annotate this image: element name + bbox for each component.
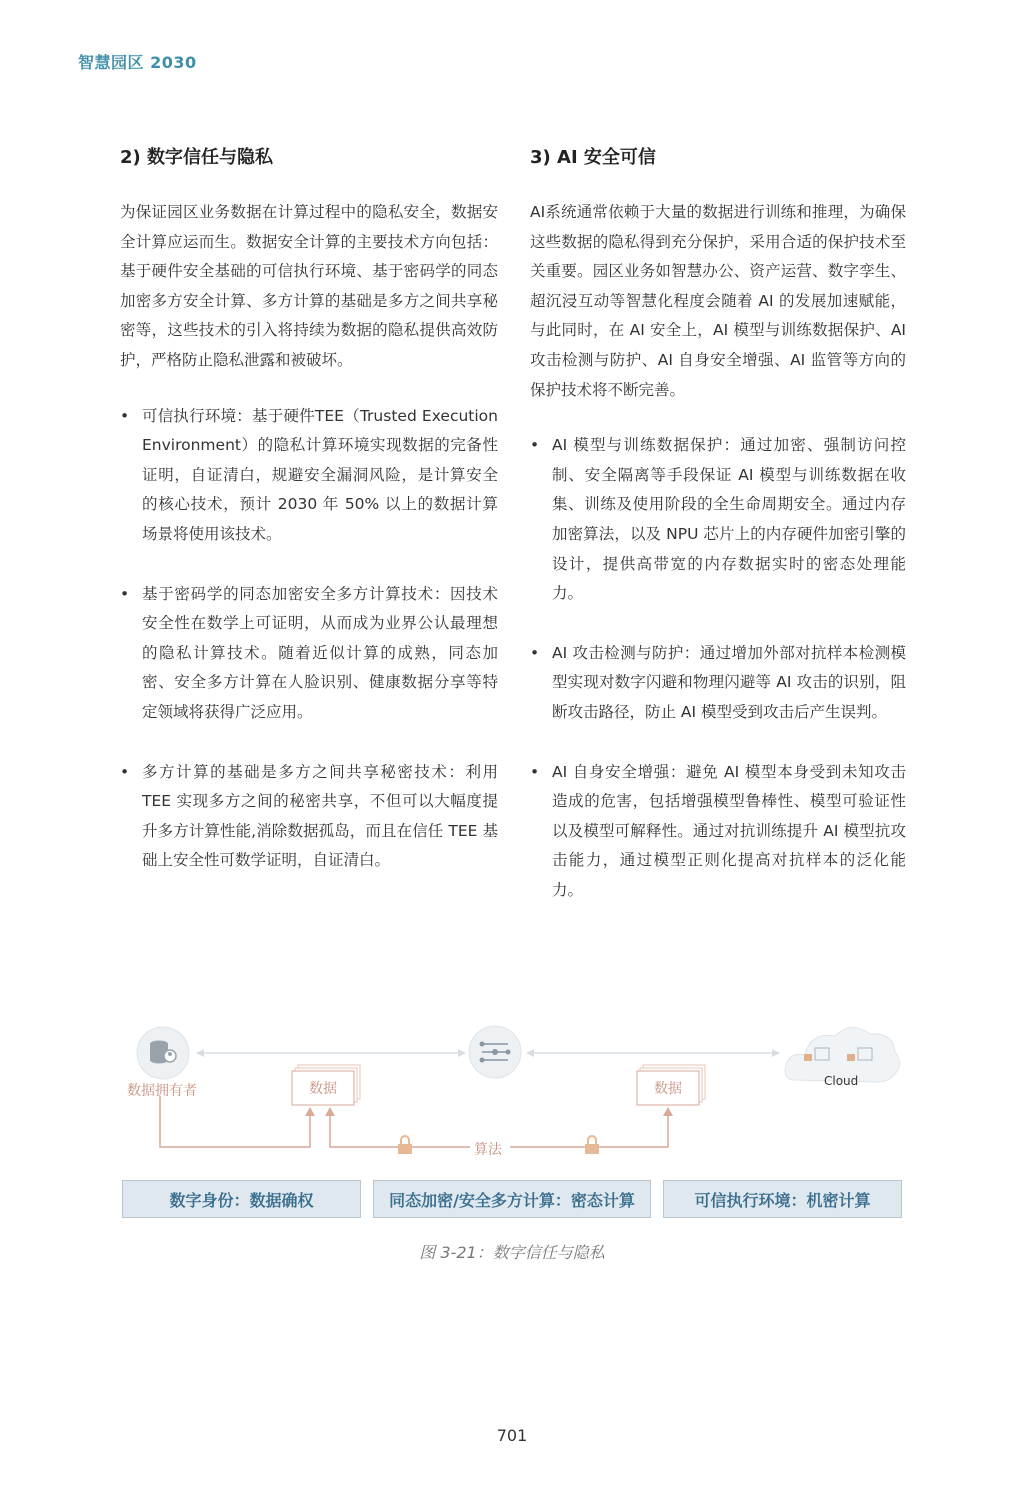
section-title-digital-trust: 2) 数字信任与隐私	[120, 147, 274, 168]
list-item: • 多方计算的基础是多方之间共享秘密技术：利用 TEE 实现多方之间的秘密共享，不但可以大幅度提升多方计算性能,消除数据孤岛，而且在信任 TEE 基础上安全性可数学证明，自证清白。	[120, 758, 498, 876]
section-title-ai-security: 3) AI 安全可信	[530, 147, 656, 168]
list-item: • AI 模型与训练数据保护：通过加密、强制访问控制、安全隔离等手段保证 AI 模型与训练数据在收集、训练及使用阶段的全生命周期安全。通过内存加密算法，以及 NPU 芯片上的内存硬件加密引擎的设计，提供高带宽的内存数据实时的密态处理能力。	[530, 431, 906, 609]
page-number: 701	[496, 1426, 528, 1445]
lock-icon	[585, 1136, 599, 1154]
list-item: • AI 自身安全增强：避免 AI 模型本身受到未知攻击造成的危害，包括增强模型鲁棒性、模型可验证性以及模型可解释性。通过对抗训练提升 AI 模型抗攻击能力，通过模型正则化提高对抗样本的泛化能力。	[530, 758, 906, 906]
data-owner-label: 数据拥有者	[127, 1083, 197, 1099]
data-label: 数据	[654, 1081, 682, 1097]
cloud-label: Cloud	[824, 1074, 859, 1088]
bullet-list	[530, 431, 906, 905]
intro-paragraph: AI系统通常依赖于大量的数据进行训练和推理，为确保这些数据的隐私得到充分保护，采用合适的保护技术至关重要。园区业务如智慧办公、资产运营、数字孪生、超沉浸互动等智慧化程度会随着 AI 的发展加速赋能，与此同时，在 AI 安全上，AI 模型与训练数据保护、AI 攻击检测与防护、AI 自身安全增强、AI 监管等方向的保护技术将不断完善。	[530, 203, 906, 399]
digital-identity-box: 数字身份：数据确权	[122, 1180, 361, 1218]
left-column	[120, 146, 498, 906]
trust-privacy-diagram	[0, 1010, 1024, 1230]
running-header: 智慧园区 2030	[78, 53, 197, 72]
trusted-execution-box: 可信执行环境：机密计算	[663, 1180, 902, 1218]
data-label: 数据	[309, 1081, 337, 1097]
lock-icon	[398, 1136, 412, 1154]
homomorphic-encryption-box: 同态加密/安全多方计算：密态计算	[373, 1180, 651, 1218]
network-hub-icon	[469, 1026, 521, 1078]
intro-paragraph: 为保证园区业务数据在计算过程中的隐私安全，数据安全计算应运而生。数据安全计算的主要技术方向包括：基于硬件安全基础的可信执行环境、基于密码学的同态加密多方安全计算、多方计算的基础是多方之间共享秘密等，这些技术的引入将持续为数据的隐私提供高效防护，严格防止隐私泄露和被破坏。	[120, 203, 498, 369]
right-column	[530, 146, 906, 935]
list-item: • 可信执行环境：基于硬件TEE（Trusted Execution Environment）的隐私计算环境实现数据的完备性证明，自证清白，规避安全漏洞风险，是计算安全的核心技术，预计 2030 年 50% 以上的数据计算场景将使用该技术。	[120, 402, 498, 550]
database-user-icon	[137, 1027, 189, 1079]
bullet-list	[120, 402, 498, 876]
list-item: • AI 攻击检测与防护：通过增加外部对抗样本检测模型实现对数字闪避和物理闪避等 AI 攻击的识别，阻断攻击路径，防止 AI 模型受到攻击后产生误判。	[530, 639, 906, 728]
algorithm-label: 算法	[474, 1142, 502, 1158]
list-item: • 基于密码学的同态加密安全多方计算技术：因技术安全性在数学上可证明，从而成为业界公认最理想的隐私计算技术。随着近似计算的成熟，同态加密、安全多方计算在人脸识别、健康数据分享等特定领域将获得广泛应用。	[120, 580, 498, 728]
figure-caption: 图 3-21：数字信任与隐私	[419, 1243, 605, 1262]
